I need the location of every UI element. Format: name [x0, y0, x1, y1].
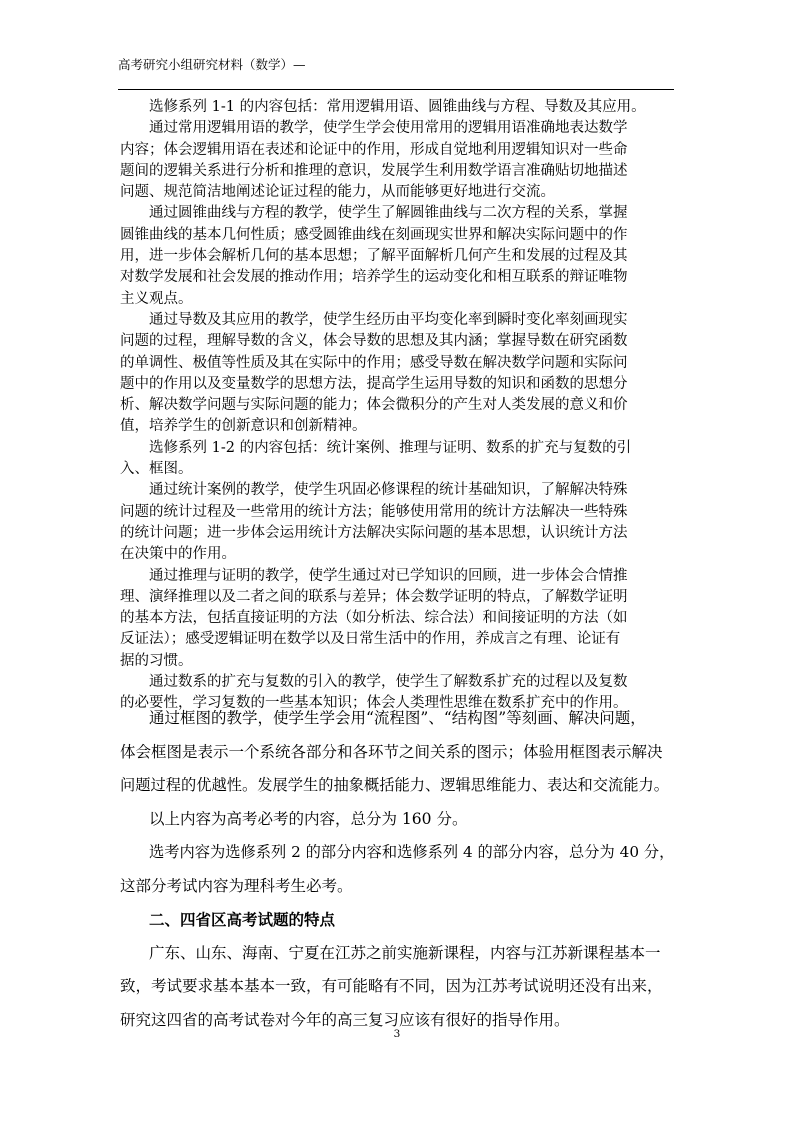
- text-line: 选修系列 1-2 的内容包括：统计案例、推理与证明、数系的扩充与复数的引: [149, 439, 632, 456]
- text-line: 研究这四省的高考试卷对今年的高三复习应该有很好的指导作用。: [120, 1010, 570, 1029]
- text-line: 体会框图是表示一个系统各部分和各环节之间关系的图示；体验用框图表示解决: [120, 742, 663, 761]
- text-line: 这部分考试内容为理科考生必考。: [120, 876, 353, 895]
- text-line: 以上内容为高考必考的内容，总分为 160 分。: [149, 809, 468, 828]
- text-line: 圆锥曲线的基本几何性质；感受圆锥曲线在刻画现实世界和解决实际问题中的作: [120, 226, 628, 243]
- text-line: 题间的逻辑关系进行分析和推理的意识，发展学生利用数学语言准确贴切地描述: [120, 162, 628, 179]
- text-line: 理、演绎推理以及二者之间的联系与差异；体会数学证明的特点，了解数学证明: [120, 588, 628, 605]
- text-line: 的必要性，学习复数的一些基本知识；体会人类理性思维在数系扩充中的作用。: [120, 695, 628, 712]
- text-line: 通过圆锥曲线与方程的教学，使学生了解圆锥曲线与二次方程的关系，掌握: [149, 205, 628, 222]
- text-line: 通过数系的扩充与复数的引入的教学，使学生了解数系扩充的过程以及复数: [149, 674, 628, 691]
- text-line: 广东、山东、海南、宁夏在江苏之前实施新课程，内容与江苏新课程基本一: [149, 943, 661, 962]
- page-number: 3: [393, 1028, 401, 1040]
- text-line: 问题的过程，理解导数的含义，体会导数的思想及其内涵；掌握导数在研究函数: [120, 333, 628, 350]
- text-line: 通过推理与证明的教学，使学生通过对已学知识的回顾，进一步体会合情推: [149, 567, 628, 584]
- text-line: 用，进一步体会解析几何的基本思想；了解平面解析几何产生和发展的过程及其: [120, 248, 628, 265]
- text-line: 选考内容为选修系列 2 的部分内容和选修系列 4 的部分内容，总分为 40 分，: [149, 843, 675, 861]
- text-line: 通过统计案例的教学，使学生巩固必修课程的统计基础知识，了解解决特殊: [149, 482, 628, 499]
- page-header: [118, 57, 674, 90]
- text-line: 致，考试要求基本基本一致，有可能略有不同，因为江苏考试说明还没有出来，: [120, 977, 663, 995]
- text-line: 通过导数及其应用的教学，使学生经历由平均变化率到瞬时变化率刻画现实: [149, 311, 628, 328]
- text-line: 在决策中的作用。: [120, 546, 236, 563]
- text-line: 题中的作用以及变量数学的思想方法，提高学生运用导数的知识和函数的思想分: [120, 375, 628, 392]
- document-body-dense: [120, 97, 676, 715]
- text-line: 反证法）；感受逻辑证明在数学以及日常生活中的作用，养成言之有理、论证有: [120, 631, 621, 648]
- section-heading: 二、四省区高考试题的特点: [149, 910, 336, 929]
- document-body-loose: [120, 702, 676, 1037]
- text-line: 问题过程的优越性。发展学生的抽象概括能力、逻辑思维能力、表达和交流能力。: [120, 776, 669, 794]
- text-line: 通过常用逻辑用语的教学，使学生学会使用常用的逻辑用语准确地表达数学: [149, 120, 628, 137]
- text-line: 通过框图的教学，使学生学会用“流程图”、“结构图”等刻画、解决问题，: [149, 709, 646, 727]
- text-line: 选修系列 1-1 的内容包括：常用逻辑用语、圆锥曲线与方程、导数及其应用。: [149, 99, 646, 115]
- header-title: 高考研究小组研究材料（数学）—: [118, 57, 306, 72]
- text-line: 据的习惯。: [120, 652, 193, 669]
- text-line: 值，培养学生的创新意识和创新精神。: [120, 418, 367, 435]
- text-line: 入、框图。: [120, 461, 193, 478]
- text-line: 问题、规范简洁地阐述论证过程的能力，从而能够更好地进行交流。: [120, 184, 555, 201]
- text-line: 问题的统计过程及一些常用的统计方法；能够使用常用的统计方法解决一些特殊: [120, 503, 628, 520]
- text-line: 对数学发展和社会发展的推动作用；培养学生的运动变化和相互联系的辩证唯物: [120, 269, 628, 286]
- text-line: 的统计问题；进一步体会运用统计方法解决实际问题的基本思想，认识统计方法: [120, 524, 628, 541]
- text-line: 的基本方法，包括直接证明的方法（如分析法、综合法）和间接证明的方法（如: [120, 610, 628, 627]
- text-line: 内容；体会逻辑用语在表述和论证中的作用，形成自觉地利用逻辑知识对一些命: [120, 141, 628, 158]
- text-line: 主义观点。: [120, 290, 193, 307]
- text-line: 析、解决数学问题与实际问题的能力；体会微积分的产生对人类发展的意义和价: [120, 397, 628, 414]
- text-line: 的单调性、极值等性质及其在实际中的作用；感受导数在解决数学问题和实际问: [120, 354, 628, 371]
